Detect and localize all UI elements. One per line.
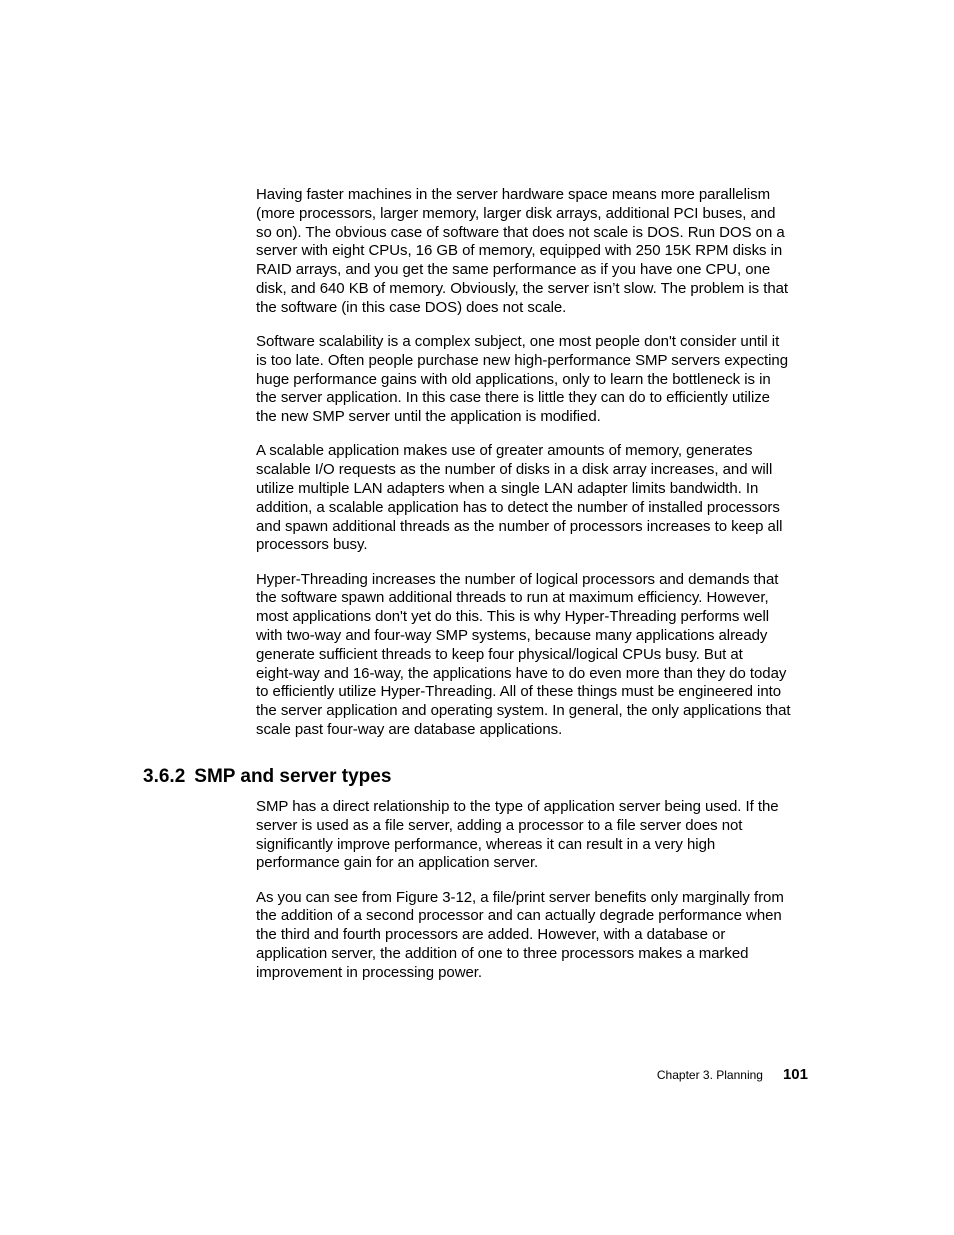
paragraph: Hyper-Threading increases the number of logical processors and demands that the software spawn additional threads to run at maximum efficiency. However, most applications don't yet do this. This is why Hyper-Threading performs well with two-way and four-way SMP systems, because many applications already generate sufficient threads to keep four physical/logical CPUs busy. But at eight-way and 16-way, the applications have to do even more than they do today to efficiently utilize Hyper-Threading. All of these things must be engineered into the server application and operating system. In general, the only applications that scale past four-way are database applications. bbox=[256, 570, 791, 738]
paragraph: SMP has a direct relationship to the type of application server being used. If the server is used as a file server, adding a processor to a file server does not significantly improve performance, whereas it can result in a very high performance gain for an application server. bbox=[256, 798, 779, 872]
paragraph: Having faster machines in the server hardware space means more parallelism (more processors, larger memory, larger disk arrays, additional PCI buses, and so on). The obvious case of software that does not scale is DOS. Run DOS on a server with eight CPUs, 16 GB of memory, equipped with 250 15K RPM disks in RAID arrays, and you get the same performance as if you have one CPU, one disk, and 640 KB of memory. Obviously, the server isn’t slow. The problem is that the software (in this case DOS) does not scale. bbox=[256, 186, 789, 316]
paragraph: As you can see from Figure 3-12, a file/print server benefits only marginally from the addition of a second processor and can actually degrade performance when the third and fourth processors are added. However, with a database or application server, the addition of one to three processors makes a marked improvement in processing power. bbox=[256, 888, 784, 981]
section-text-block bbox=[256, 798, 812, 983]
footer-chapter-label: Chapter 3. Planning bbox=[656, 1068, 763, 1082]
paragraph: Software scalability is a complex subject, one most people don't consider until it is too late. Often people purchase new high-performance SMP servers expecting huge performance gains with old applications, only to learn the bottleneck is in the server application. In this case there is little they can do to efficiently utilize the new SMP server until the application is modified. bbox=[256, 332, 788, 426]
body-text-block bbox=[256, 186, 812, 740]
section-heading bbox=[143, 765, 391, 789]
paragraph: A scalable application makes use of greater amounts of memory, generates scalable I/O requests as the number of disks in a disk array increases, and will utilize multiple LAN adapters when a single LAN adapter limits bandwidth. In addition, a scalable application has to detect the number of installed processors and spawn additional threads as the number of processors increases to keep all processors busy. bbox=[256, 442, 783, 554]
page-footer bbox=[657, 1066, 808, 1084]
page-number: 101 bbox=[782, 1066, 808, 1083]
section-title: SMP and server types bbox=[194, 766, 392, 787]
section-number: 3.6.2 bbox=[143, 766, 186, 787]
